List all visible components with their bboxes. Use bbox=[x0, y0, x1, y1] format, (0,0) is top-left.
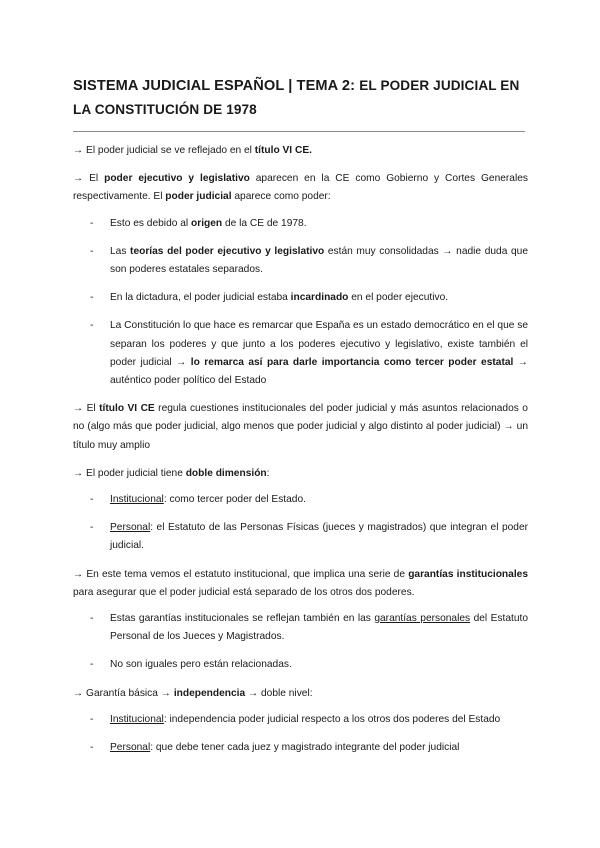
dash-bullet: - bbox=[90, 494, 94, 506]
list-item: - En la dictadura, el poder judicial estaba incardinado en el poder ejecutivo. bbox=[73, 289, 528, 307]
title-divider bbox=[73, 131, 525, 132]
dash-bullet: - bbox=[90, 742, 94, 754]
dash-bullet: - bbox=[90, 613, 94, 625]
paragraph-poderes: → El poder ejecutivo y legislativo aparecen en la CE como Gobierno y Cortes Generales respectivamente. El poder judicial aparece como poder: bbox=[73, 173, 528, 203]
arrow-icon: → bbox=[160, 687, 171, 699]
list-item: - Personal: que debe tener cada juez y magistrado integrante del poder judicial bbox=[73, 739, 528, 757]
paragraph-doble-dimension: → El poder judicial tiene doble dimensión: bbox=[73, 467, 270, 479]
arrow-icon: → bbox=[73, 687, 84, 699]
dash-bullet: - bbox=[90, 292, 94, 304]
arrow-icon: → bbox=[73, 173, 84, 185]
arrow-icon: → bbox=[73, 145, 84, 156]
arrow-icon: → bbox=[73, 403, 84, 415]
list-item: - Institucional: independencia poder judicial respecto a los otros dos poderes del Estado bbox=[73, 711, 528, 729]
list-item: - La Constitución lo que hace es remarcar que España es un estado democrático en el que se separan los poderes y que junto a los poderes ejecutivo y legislativo, existe también el poder judicial → lo remarca así para darle importancia como tercer poder estatal → auténtico poder político del Estado bbox=[73, 317, 528, 390]
title-course: SISTEMA JUDICIAL ESPAÑOL | TEMA 2: bbox=[73, 78, 356, 94]
paragraph-garantia-basica: → Garantía básica → independencia → doble nivel: bbox=[73, 687, 313, 699]
dash-bullet: - bbox=[90, 713, 94, 725]
list-item: - Personal: el Estatuto de las Personas Físicas (jueces y magistrados) que integran el poder judicial. bbox=[73, 519, 528, 555]
arrow-icon: → bbox=[517, 356, 528, 368]
dash-bullet: - bbox=[90, 659, 94, 671]
dash-bullet: - bbox=[90, 245, 94, 257]
title-topic: EL PODER JUDICIAL EN LA CONSTITUCIÓN DE 1978 bbox=[73, 78, 520, 117]
paragraph-titulo-regula: → El título VI CE regula cuestiones institucionales del poder judicial y más asuntos relacionados o no (algo más que poder judicial, algo menos que poder judicial y algo distinto al poder judicial) → un título muy amplio bbox=[73, 403, 528, 451]
document-body bbox=[73, 142, 528, 767]
arrow-icon: → bbox=[247, 687, 259, 699]
list-item: - Institucional: como tercer poder del Estado. bbox=[73, 491, 528, 509]
list-item: - Estas garantías institucionales se reflejan también en las garantías personales del Estatuto Personal de los Jueces y Magistrados. bbox=[73, 610, 528, 646]
arrow-icon: → bbox=[442, 245, 453, 257]
arrow-icon: → bbox=[503, 421, 514, 433]
arrow-icon: → bbox=[73, 568, 84, 580]
dash-bullet: - bbox=[90, 320, 94, 332]
arrow-icon: → bbox=[176, 356, 187, 368]
list-item: - No son iguales pero están relacionadas. bbox=[73, 656, 528, 674]
list-item: - Las teorías del poder ejecutivo y legislativo están muy consolidadas → nadie duda que son poderes estatales separados. bbox=[73, 243, 528, 279]
dash-bullet: - bbox=[90, 217, 94, 229]
paragraph-estatuto-institucional: → En este tema vemos el estatuto institucional, que implica una serie de garantías institucionales para asegurar que el poder judicial está separado de los otros dos poderes. bbox=[73, 568, 528, 598]
arrow-icon: → bbox=[73, 467, 84, 479]
dash-bullet: - bbox=[90, 522, 94, 534]
list-item: - Esto es debido al origen de la CE de 1978. bbox=[73, 215, 528, 233]
page-title bbox=[73, 74, 533, 122]
paragraph-titulo-vi: → El poder judicial se ve reflejado en el título VI CE. bbox=[73, 145, 312, 156]
